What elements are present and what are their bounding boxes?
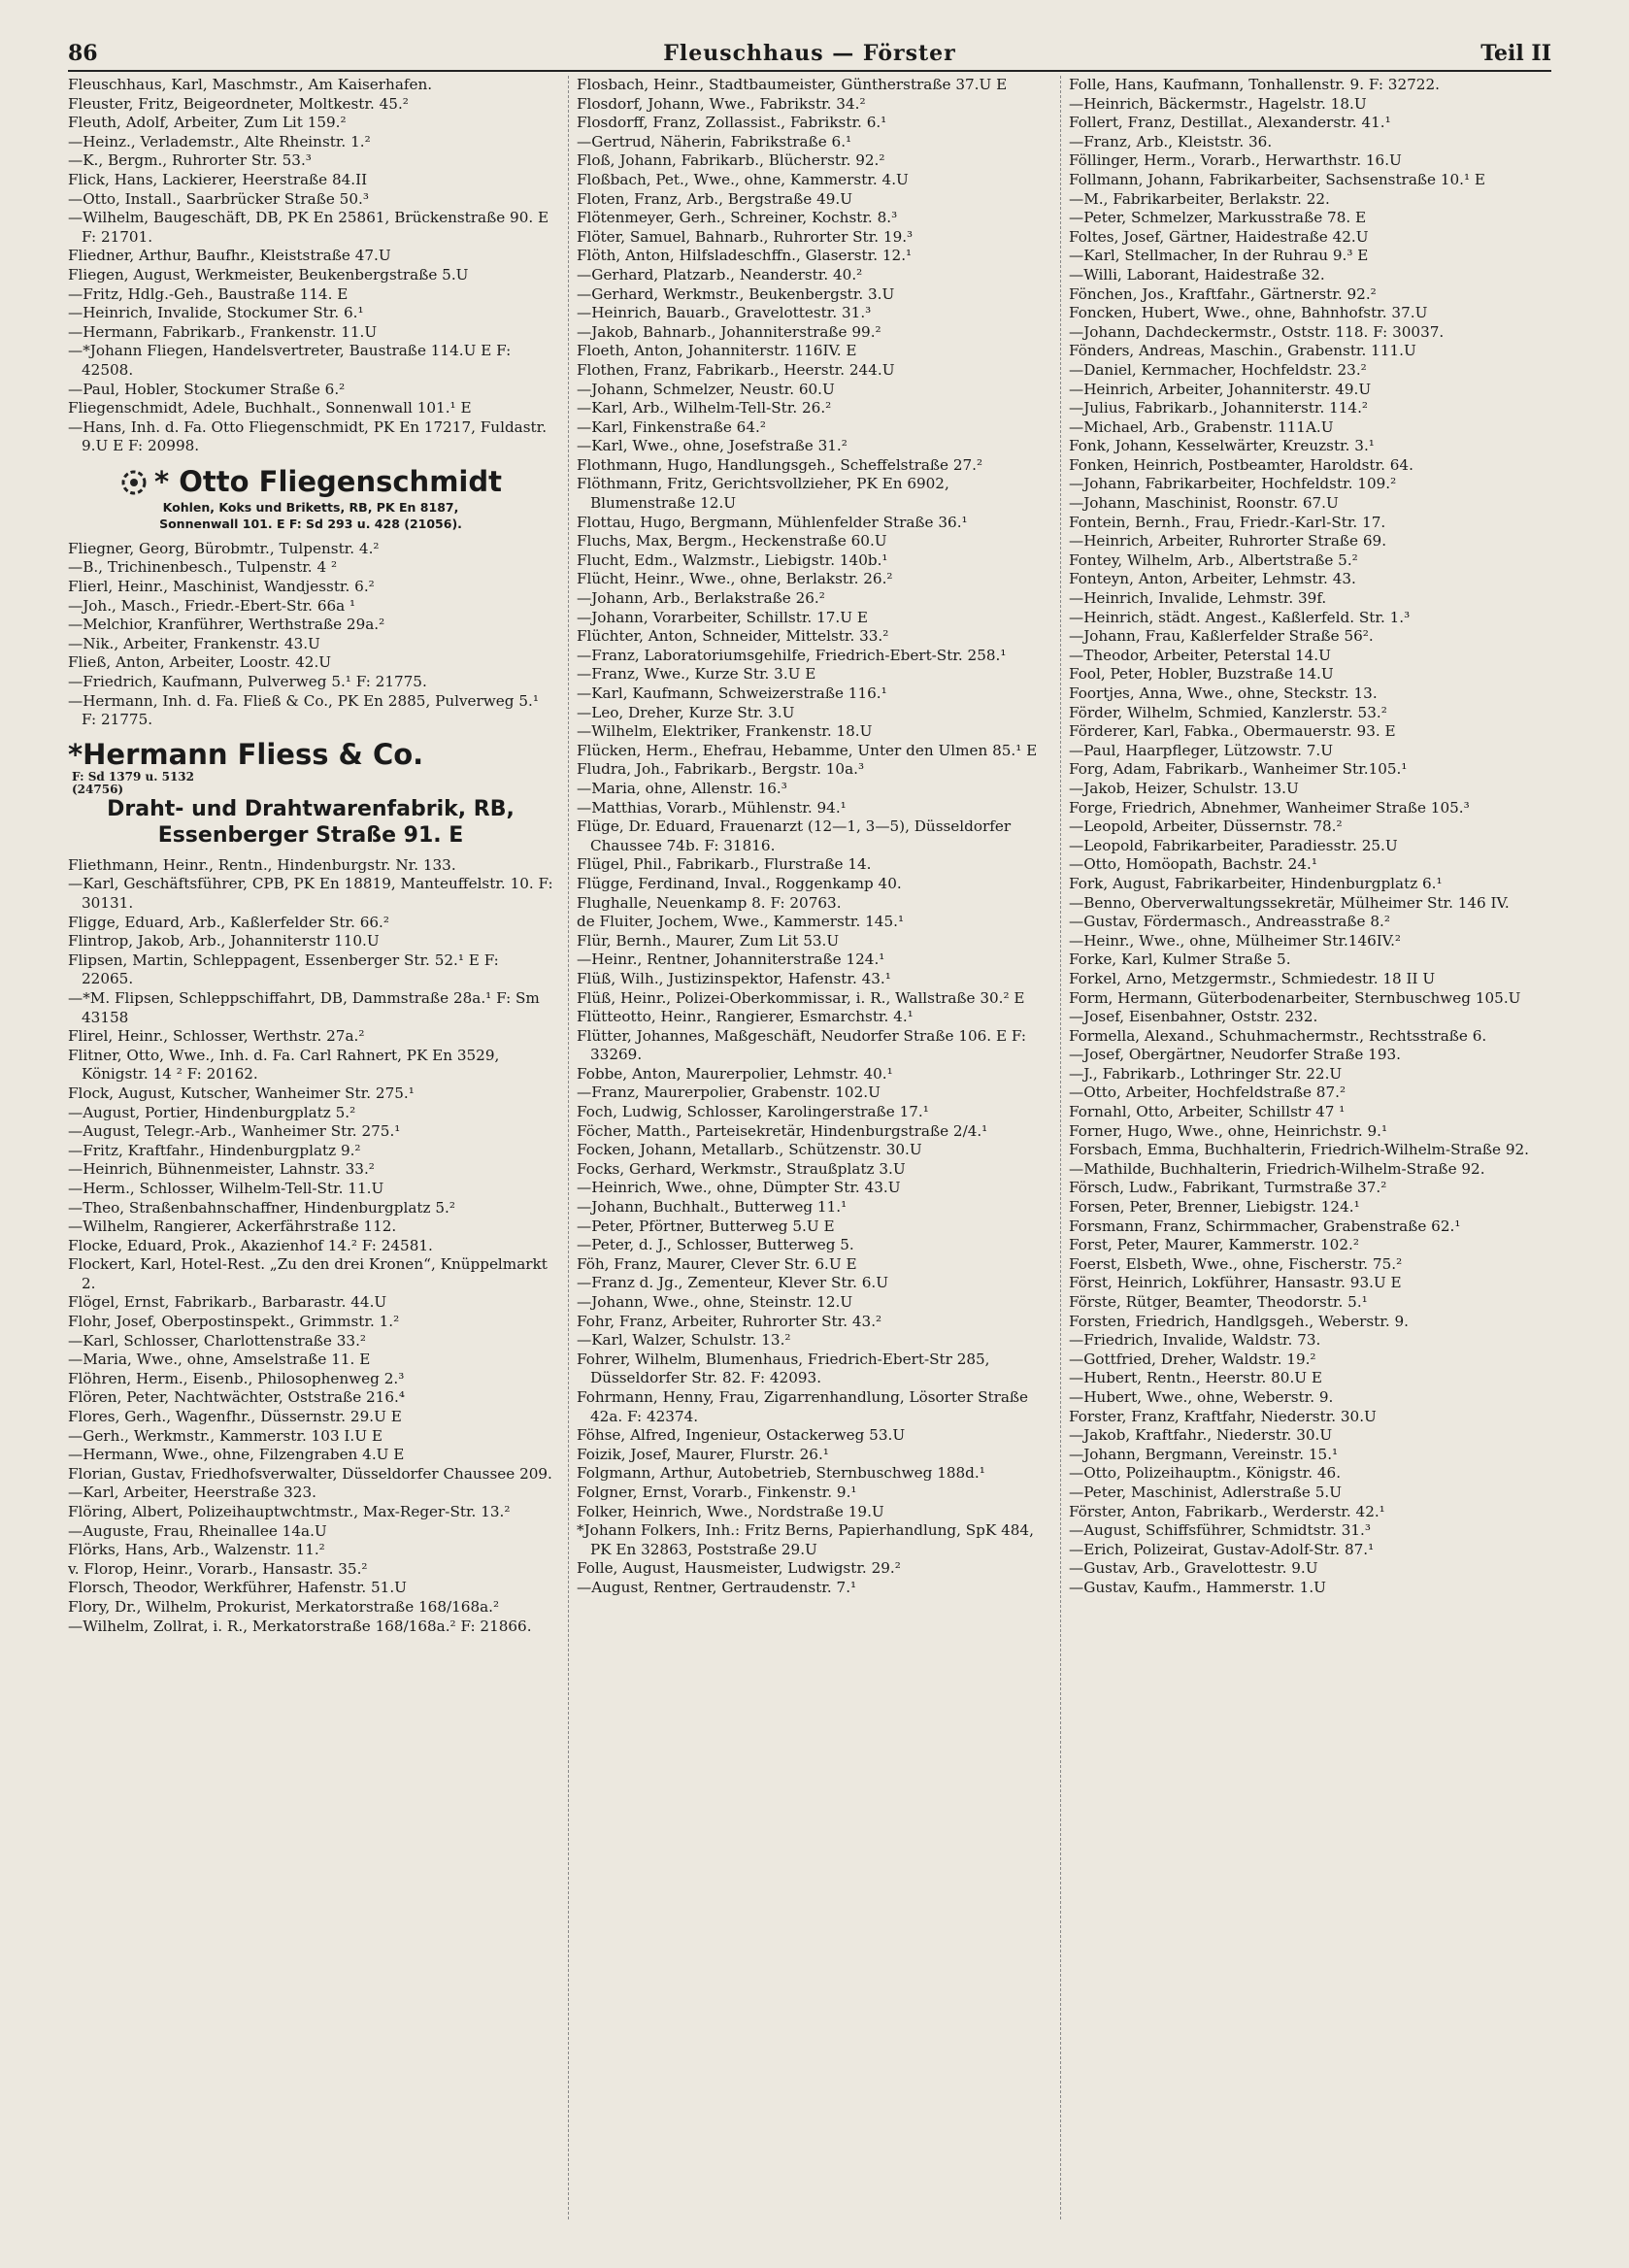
ad-line-1: Draht- und Drahtwarenfabrik, RB, <box>107 796 515 821</box>
directory-entry: Förderer, Karl, Fabka., Obermauerstr. 93. E <box>1069 722 1396 741</box>
directory-entry: v. Florop, Heinr., Vorarb., Hansastr. 35.² <box>68 1559 368 1578</box>
directory-entry: Foncken, Hubert, Wwe., ohne, Bahnhofstr. 37.U <box>1069 304 1428 322</box>
ad-phone-2: (24756) <box>72 782 124 796</box>
directory-entry: Forsten, Friedrich, Handlgsgeh., Weberstr. 9. <box>1069 1312 1409 1330</box>
directory-entry: —Otto, Polizeihauptm., Königstr. 46. <box>1069 1464 1342 1483</box>
directory-entry: Floeth, Anton, Johanniterstr. 116IV. E <box>577 342 857 360</box>
ad-line-2: Sonnenwall 101. E F: Sd 293 u. 428 (21056). <box>159 516 462 531</box>
directory-entry: —Heinrich, Invalide, Stockumer Str. 6.¹ <box>68 304 364 322</box>
directory-entry: Flock, August, Kutscher, Wanheimer Str. 275.¹ <box>68 1084 415 1102</box>
page-number: 86 <box>68 41 98 66</box>
directory-entry: Folker, Heinrich, Wwe., Nordstraße 19.U <box>577 1502 884 1520</box>
directory-entry: Flockert, Karl, Hotel-Rest. „Zu den drei Kronen“, Knüppelmarkt 2. <box>68 1255 548 1292</box>
directory-entry: Follert, Franz, Destillat., Alexanderstr. 41.¹ <box>1069 114 1391 132</box>
directory-entry: —Karl, Wwe., ohne, Josefstraße 31.² <box>577 437 848 455</box>
directory-entry: —Franz d. Jg., Zementeur, Klever Str. 6.U <box>577 1274 889 1292</box>
directory-entry: —Leopold, Arbeiter, Düssernstr. 78.² <box>1069 817 1343 836</box>
directory-entry: Forg, Adam, Fabrikarb., Wanheimer Str.105.¹ <box>1069 760 1408 779</box>
directory-entry: —Karl, Finkenstraße 64.² <box>577 417 766 436</box>
directory-entry: —Gottfried, Dreher, Waldstr. 19.² <box>1069 1350 1316 1368</box>
directory-entry: —Josef, Obergärtner, Neudorfer Straße 193. <box>1069 1046 1401 1064</box>
directory-entry: Folgner, Ernst, Vorarb., Finkenstr. 9.¹ <box>577 1483 857 1501</box>
directory-entry: —Franz, Laboratoriumsgehilfe, Friedrich-Ebert-Str. 258.¹ <box>577 646 1007 664</box>
directory-entry: —Johann, Dachdeckermstr., Oststr. 118. F: 30037. <box>1069 322 1445 341</box>
directory-entry: —Friedrich, Invalide, Waldstr. 73. <box>1069 1331 1321 1350</box>
directory-entry: —Theo, Straßenbahnschaffner, Hindenburgplatz 5.² <box>68 1198 455 1217</box>
directory-entry: Focken, Johann, Metallarb., Schützenstr. 30.U <box>577 1141 922 1159</box>
directory-entry: —Heinrich, Arbeiter, Ruhrorter Straße 69. <box>1069 532 1387 550</box>
directory-entry: Flüchter, Anton, Schneider, Mittelstr. 33.² <box>577 627 889 646</box>
directory-entry: —Gerhard, Werkmstr., Beukenbergstr. 3.U <box>577 284 895 303</box>
directory-entry: —Karl, Geschäftsführer, CPB, PK En 18819, Manteuffelstr. 10. F: 30131. <box>68 875 553 912</box>
directory-entry: Foerst, Elsbeth, Wwe., ohne, Fischerstr. 75.² <box>1069 1254 1403 1273</box>
directory-entry: Flores, Gerh., Wagenfhr., Düssernstr. 29.U E <box>68 1408 402 1426</box>
directory-entry: —Hubert, Rentn., Heerstr. 80.U E <box>1069 1369 1323 1387</box>
directory-entry: —Matthias, Vorarb., Mühlenstr. 94.¹ <box>577 798 847 817</box>
directory-entry: —Wilhelm, Rangierer, Ackerfährstraße 112. <box>68 1217 397 1236</box>
directory-entry: Form, Hermann, Güterbodenarbeiter, Sternbuschweg 105.U <box>1069 988 1521 1007</box>
directory-entry: —Peter, Pförtner, Butterweg 5.U E <box>577 1217 835 1235</box>
directory-entry: Flöth, Anton, Hilfsladeschffn., Glaserstr. 12.¹ <box>577 247 913 265</box>
directory-entry: Flücken, Herm., Ehefrau, Hebamme, Unter den Ulmen 85.¹ E <box>577 741 1038 759</box>
directory-entry: Försch, Ludw., Fabrikant, Turmstraße 37.² <box>1069 1179 1387 1197</box>
directory-entry: Flücht, Heinr., Wwe., ohne, Berlakstr. 26.² <box>577 570 893 588</box>
directory-entry: Fonteyn, Anton, Arbeiter, Lehmstr. 43. <box>1069 570 1356 588</box>
directory-entry: —J., Fabrikarb., Lothringer Str. 22.U <box>1069 1064 1343 1083</box>
directory-entry: —Peter, d. J., Schlosser, Butterweg 5. <box>577 1236 854 1254</box>
part-label: Teil II <box>1480 41 1551 66</box>
directory-entry: —Jakob, Heizer, Schulstr. 13.U <box>1069 779 1299 797</box>
directory-entry: —Gertrud, Näherin, Fabrikstraße 6.¹ <box>577 132 852 150</box>
directory-entry: Flögel, Ernst, Fabrikarb., Barbarastr. 44.U <box>68 1293 387 1312</box>
directory-entry: Fohr, Franz, Arbeiter, Ruhrorter Str. 43.² <box>577 1312 882 1330</box>
directory-entry: —Hermann, Fabrikarb., Frankenstr. 11.U <box>68 322 378 341</box>
directory-entry: Fohrmann, Henny, Frau, Zigarrenhandlung, Lösorter Straße 42a. F: 42374. <box>577 1387 1029 1425</box>
directory-entry: —Hans, Inh. d. Fa. Otto Fliegenschmidt, PK En 17217, Fuldastr. 9.U E F: 20998. <box>68 417 548 455</box>
directory-entry: —Heinrich, Arbeiter, Johanniterstr. 49.U <box>1069 380 1372 398</box>
directory-entry: —Josef, Eisenbahner, Oststr. 232. <box>1069 1008 1318 1026</box>
directory-entry: —Leopold, Fabrikarbeiter, Paradiesstr. 25.U <box>1069 836 1398 854</box>
directory-entry: Fonk, Johann, Kesselwärter, Kreuzstr. 3.¹ <box>1069 437 1375 455</box>
directory-entry: Flügge, Ferdinand, Inval., Roggenkamp 40. <box>577 874 902 892</box>
directory-entry: —Peter, Maschinist, Adlerstraße 5.U <box>1069 1483 1343 1501</box>
directory-entry: —Johann, Fabrikarbeiter, Hochfeldstr. 109.² <box>1069 475 1397 493</box>
directory-entry: —Heinrich, Bauarb., Gravelottestr. 31.³ <box>577 304 872 322</box>
directory-entry: —Jakob, Kraftfahr., Niederstr. 30.U <box>1069 1426 1333 1445</box>
directory-entry: —Maria, ohne, Allenstr. 16.³ <box>577 779 787 797</box>
directory-entry: Fliedner, Arthur, Baufhr., Kleiststraße 47.U <box>68 247 391 265</box>
directory-entry: —Heinrich, Wwe., ohne, Dümpter Str. 43.U <box>577 1179 901 1197</box>
directory-entry: —Franz, Wwe., Kurze Str. 3.U E <box>577 665 816 684</box>
directory-entry: Flipsen, Martin, Schleppagent, Essenberger Str. 52.¹ E F: 22065. <box>68 951 499 988</box>
column-1 <box>68 76 553 2219</box>
directory-entry: —Julius, Fabrikarb., Johanniterstr. 114.² <box>1069 399 1369 417</box>
directory-entry: Forsmann, Franz, Schirmmacher, Grabenstraße 62.¹ <box>1069 1217 1461 1235</box>
directory-entry: Fontein, Bernh., Frau, Friedr.-Karl-Str. 17. <box>1069 513 1386 531</box>
directory-entry: Foizik, Josef, Maurer, Flurstr. 26.¹ <box>577 1445 829 1463</box>
directory-entry: Foortjes, Anna, Wwe., ohne, Steckstr. 13. <box>1069 684 1378 702</box>
directory-entry: Fligge, Eduard, Arb., Kaßlerfelder Str. 66.² <box>68 913 389 931</box>
directory-entry: —Mathilde, Buchhalterin, Friedrich-Wilhelm-Straße 92. <box>1069 1159 1485 1178</box>
directory-entry: —Johann, Wwe., ohne, Steinstr. 12.U <box>577 1293 853 1311</box>
directory-entry: —Michael, Arb., Grabenstr. 111A.U <box>1069 417 1334 436</box>
directory-entry: Flothmann, Hugo, Handlungsgeh., Scheffelstraße 27.² <box>577 455 983 474</box>
directory-entry: —Melchior, Kranführer, Werthstraße 29a.² <box>68 616 385 634</box>
directory-entry: Folgmann, Arthur, Autobetrieb, Sternbuschweg 188d.¹ <box>577 1464 985 1483</box>
directory-entry: —*M. Flipsen, Schleppschiffahrt, DB, Dammstraße 28a.¹ F: Sm 43158 <box>68 988 540 1026</box>
directory-entry: —Wilhelm, Baugeschäft, DB, PK En 25861, Brückenstraße 90. E F: 21701. <box>68 209 549 246</box>
directory-entry: Flöthmann, Fritz, Gerichtsvollzieher, PK En 6902, Blumenstraße 12.U <box>577 475 949 513</box>
directory-entry: —Gustav, Kaufm., Hammerstr. 1.U <box>1069 1578 1326 1596</box>
directory-entry: —Wilhelm, Elektriker, Frankenstr. 18.U <box>577 722 873 741</box>
directory-entry: —August, Portier, Hindenburgplatz 5.² <box>68 1103 356 1121</box>
directory-entry: —Otto, Homöopath, Bachstr. 24.¹ <box>1069 855 1317 874</box>
directory-entry: Fonken, Heinrich, Postbeamter, Haroldstr. 64. <box>1069 455 1413 474</box>
directory-entry: —Johann, Schmelzer, Neustr. 60.U <box>577 380 835 398</box>
directory-entry: Flitner, Otto, Wwe., Inh. d. Fa. Carl Rahnert, PK En 3529, Königstr. 14 ² F: 20162. <box>68 1046 500 1084</box>
directory-entry: —Erich, Polizeirat, Gustav-Adolf-Str. 87.¹ <box>1069 1540 1375 1558</box>
directory-entry: —August, Telegr.-Arb., Wanheimer Str. 275.¹ <box>68 1122 401 1141</box>
directory-entry: Forster, Franz, Kraftfahr, Niederstr. 30.U <box>1069 1407 1377 1425</box>
directory-entry: Fludra, Joh., Fabrikarb., Bergstr. 10a.³ <box>577 760 865 779</box>
directory-entry: Flick, Hans, Lackierer, Heerstraße 84.II <box>68 170 368 188</box>
directory-entry: —Hubert, Wwe., ohne, Weberstr. 9. <box>1069 1387 1334 1406</box>
directory-entry: —Johann, Frau, Kaßlerfelder Straße 56². <box>1069 627 1374 646</box>
directory-entry: Forsbach, Emma, Buchhalterin, Friedrich-Wilhelm-Straße 92. <box>1069 1141 1530 1159</box>
directory-entry: —*Johann Fliegen, Handelsvertreter, Baustraße 114.U E F: 42508. <box>68 342 512 379</box>
directory-entry: Foltes, Josef, Gärtner, Haidestraße 42.U <box>1069 227 1369 246</box>
directory-entry: Flütteotto, Heinr., Rangierer, Esmarchstr. 4.¹ <box>577 1008 914 1026</box>
directory-entry: —Karl, Kaufmann, Schweizerstraße 116.¹ <box>577 684 887 702</box>
directory-entry: Fleuth, Adolf, Arbeiter, Zum Lit 159.² <box>68 114 347 132</box>
directory-entry: —Heinr., Wwe., ohne, Mülheimer Str.146IV.² <box>1069 931 1401 950</box>
directory-entry: Flüß, Wilh., Justizinspektor, Hafenstr. 43.¹ <box>577 969 891 987</box>
directory-entry: —Karl, Arbeiter, Heerstraße 323. <box>68 1484 316 1502</box>
coal-logo-icon <box>119 468 149 497</box>
directory-entry: —Willi, Laborant, Haidestraße 32. <box>1069 265 1325 284</box>
directory-entry: —Theodor, Arbeiter, Peterstal 14.U <box>1069 646 1331 664</box>
directory-entry: Föh, Franz, Maurer, Clever Str. 6.U E <box>577 1254 857 1273</box>
directory-entry: —Heinrich, städt. Angest., Kaßlerfeld. Str. 1.³ <box>1069 608 1411 626</box>
directory-entry: —Karl, Arb., Wilhelm-Tell-Str. 26.² <box>577 399 832 417</box>
directory-entry: —August, Schiffsführer, Schmidtstr. 31.³ <box>1069 1521 1371 1540</box>
ad-company-name: * Otto Fliegenschmidt <box>154 464 502 498</box>
directory-entry: Flughalle, Neuenkamp 8. F: 20763. <box>577 893 842 912</box>
directory-entry: Flirel, Heinr., Schlosser, Werthstr. 27a.² <box>68 1027 365 1046</box>
directory-entry: —Heinz., Verlademstr., Alte Rheinstr. 1.² <box>68 132 371 150</box>
directory-entry: —Friedrich, Kaufmann, Pulverweg 5.¹ F: 21775. <box>68 673 427 691</box>
directory-entry: Floß, Johann, Fabrikarb., Blücherstr. 92.² <box>577 151 885 170</box>
directory-entry: Förster, Anton, Fabrikarb., Werderstr. 42.¹ <box>1069 1502 1385 1520</box>
directory-entry: Fool, Peter, Hobler, Buzstraße 14.U <box>1069 665 1334 684</box>
directory-entry: Fließ, Anton, Arbeiter, Loostr. 42.U <box>68 653 332 672</box>
column-2 <box>568 76 1057 2219</box>
directory-entry: —Heinrich, Invalide, Lehmstr. 39f. <box>1069 589 1327 608</box>
directory-entry: —Hermann, Inh. d. Fa. Fließ & Co., PK En 2885, Pulverweg 5.¹ F: 21775. <box>68 691 539 729</box>
directory-entry: —Auguste, Frau, Rheinallee 14a.U <box>68 1521 327 1540</box>
directory-entry: Flötenmeyer, Gerh., Schreiner, Kochstr. 8.³ <box>577 209 898 227</box>
ad-line-2: Essenberger Straße 91. E <box>157 822 464 848</box>
directory-entry: Flothen, Franz, Fabrikarb., Heerstr. 244.U <box>577 360 895 379</box>
directory-entry: Formella, Alexand., Schuhmachermstr., Rechtsstraße 6. <box>1069 1026 1487 1045</box>
directory-entry: de Fluiter, Jochem, Wwe., Kammerstr. 145.¹ <box>577 913 905 931</box>
directory-entry: Flörks, Hans, Arb., Walzenstr. 11.² <box>68 1541 325 1559</box>
directory-entry: —Nik., Arbeiter, Frankenstr. 43.U <box>68 634 320 652</box>
directory-entry: Flintrop, Jakob, Arb., Johanniterstr 110.U <box>68 932 380 951</box>
directory-entry: —Paul, Haarpfleger, Lützowstr. 7.U <box>1069 741 1334 759</box>
directory-entry: —Johann, Maschinist, Roonstr. 67.U <box>1069 494 1339 513</box>
directory-entry: Flory, Dr., Wilhelm, Prokurist, Merkatorstraße 168/168a.² <box>68 1597 500 1616</box>
directory-entry: —Johann, Arb., Berlakstraße 26.² <box>577 589 825 608</box>
directory-entry: Flocke, Eduard, Prok., Akazienhof 14.² F: 24581. <box>68 1236 433 1254</box>
directory-entry: Fönders, Andreas, Maschin., Grabenstr. 111.U <box>1069 342 1416 360</box>
directory-entry: Fork, August, Fabrikarbeiter, Hindenburgplatz 6.¹ <box>1069 874 1443 892</box>
directory-entry: —Fritz, Hdlg.-Geh., Baustraße 114. E <box>68 284 349 303</box>
directory-entry: Flierl, Heinr., Maschinist, Wandjesstr. 6.² <box>68 578 375 596</box>
directory-entry: Flütter, Johannes, Maßgeschäft, Neudorfer Straße 106. E F: 33269. <box>577 1026 1026 1064</box>
directory-entry: *Johann Folkers, Inh.: Fritz Berns, Papierhandlung, SpK 484, PK En 32863, Poststraße 29.U <box>577 1521 1034 1558</box>
directory-entry: Focks, Gerhard, Werkmstr., Straußplatz 3.U <box>577 1159 906 1178</box>
directory-entry: —Maria, Wwe., ohne, Amselstraße 11. E <box>68 1351 371 1369</box>
directory-entry: Föcher, Matth., Parteisekretär, Hindenburgstraße 2/4.¹ <box>577 1121 988 1140</box>
directory-entry: Floßbach, Pet., Wwe., ohne, Kammerstr. 4.U <box>577 170 909 188</box>
directory-entry: Fornahl, Otto, Arbeiter, Schillstr 47 ¹ <box>1069 1103 1346 1121</box>
directory-entry: —Peter, Schmelzer, Markusstraße 78. E <box>1069 209 1367 227</box>
directory-entry: —Herm., Schlosser, Wilhelm-Tell-Str. 11.U <box>68 1179 384 1197</box>
directory-entry: Flohr, Josef, Oberpostinspekt., Grimmstr. 1.² <box>68 1313 400 1331</box>
directory-entry: —Joh., Masch., Friedr.-Ebert-Str. 66a ¹ <box>68 596 356 615</box>
directory-entry: —Gerhard, Platzarb., Neanderstr. 40.² <box>577 265 863 284</box>
directory-entry: Flüge, Dr. Eduard, Frauenarzt (12—1, 3—5), Düsseldorfer Chaussee 74b. F: 31816. <box>577 817 1012 854</box>
directory-entry: Foch, Ludwig, Schlosser, Karolingerstraße 17.¹ <box>577 1103 929 1121</box>
directory-entry: —Heinrich, Bäckermstr., Hagelstr. 18.U <box>1069 94 1367 113</box>
directory-entry: Folle, Hans, Kaufmann, Tonhallenstr. 9. F: 32722. <box>1069 76 1440 93</box>
directory-entry: —Gerh., Werkmstr., Kammerstr. 103 I.U E <box>68 1426 382 1445</box>
directory-entry: —Hermann, Wwe., ohne, Filzengraben 4.U E <box>68 1446 405 1464</box>
directory-entry: Fluchs, Max, Bergm., Heckenstraße 60.U <box>577 532 887 550</box>
directory-entry: Flosdorff, Franz, Zollassist., Fabrikstr. 6.¹ <box>577 114 887 132</box>
directory-entry: Fohrer, Wilhelm, Blumenhaus, Friedrich-Ebert-Str 285, Düsseldorfer Str. 82. F: 42093. <box>577 1350 990 1387</box>
directory-entry: Florian, Gustav, Friedhofsverwalter, Düsseldorfer Chaussee 209. <box>68 1464 552 1483</box>
directory-entry: —August, Rentner, Gertraudenstr. 7.¹ <box>577 1578 857 1596</box>
directory-entry: Flosbach, Heinr., Stadtbaumeister, Güntherstraße 37.U E <box>577 76 1008 93</box>
directory-entry: Fliethmann, Heinr., Rentn., Hindenburgstr. Nr. 133. <box>68 855 456 874</box>
directory-entry: —Paul, Hobler, Stockumer Straße 6.² <box>68 380 346 398</box>
column-3 <box>1060 76 1562 2219</box>
directory-entry: Floten, Franz, Arb., Bergstraße 49.U <box>577 189 853 208</box>
directory-entry: —Benno, Oberverwaltungssekretär, Mülheimer Str. 146 IV. <box>1069 893 1510 912</box>
directory-entry: Fliegenschmidt, Adele, Buchhalt., Sonnenwall 101.¹ E <box>68 399 472 417</box>
ad-phone-1: F: Sd 1379 u. 5132 <box>72 769 194 784</box>
directory-entry: —Johann, Bergmann, Vereinstr. 15.¹ <box>1069 1445 1339 1463</box>
page-title: Fleuschhaus — Förster <box>663 41 956 66</box>
directory-entry: —Karl, Walzer, Schulstr. 13.² <box>577 1331 791 1350</box>
directory-entry: Follmann, Johann, Fabrikarbeiter, Sachsenstraße 10.¹ E <box>1069 170 1485 188</box>
directory-entry: —M., Fabrikarbeiter, Berlakstr. 22. <box>1069 189 1330 208</box>
directory-entry: Flucht, Edm., Walzmstr., Liebigstr. 140b.¹ <box>577 550 888 569</box>
directory-entry: Fleuster, Fritz, Beigeordneter, Moltkestr. 45.² <box>68 94 409 113</box>
directory-entry: —Jakob, Bahnarb., Johanniterstraße 99.² <box>577 322 881 341</box>
directory-entry: —Johann, Vorarbeiter, Schillstr. 17.U E <box>577 608 868 626</box>
directory-entry: Folle, August, Hausmeister, Ludwigstr. 29.² <box>577 1559 901 1578</box>
directory-entry: Fleuschhaus, Karl, Maschmstr., Am Kaiserhafen. <box>68 76 433 93</box>
directory-entry: Fobbe, Anton, Maurerpolier, Lehmstr. 40.¹ <box>577 1064 893 1083</box>
directory-entry: —Otto, Install., Saarbrücker Straße 50.³ <box>68 189 369 208</box>
directory-entry: Fontey, Wilhelm, Arb., Albertstraße 5.² <box>1069 550 1358 569</box>
directory-entry: —Franz, Maurerpolier, Grabenstr. 102.U <box>577 1084 881 1102</box>
advertisement-fliess <box>68 738 553 849</box>
directory-entry: —Otto, Arbeiter, Hochfeldstraße 87.² <box>1069 1084 1346 1102</box>
directory-entry: Förder, Wilhelm, Schmied, Kanzlerstr. 53.² <box>1069 703 1387 721</box>
directory-entry: Forner, Hugo, Wwe., ohne, Heinrichstr. 9.¹ <box>1069 1121 1388 1140</box>
ad-line-1: Kohlen, Koks und Briketts, RB, PK En 8187, <box>162 499 459 515</box>
directory-entry: Flöhren, Herm., Eisenb., Philosophenweg 2.³ <box>68 1369 405 1387</box>
directory-entry: —Franz, Arb., Kleiststr. 36. <box>1069 132 1273 150</box>
directory-entry: —Wilhelm, Zollrat, i. R., Merkatorstraße 168/168a.² F: 21866. <box>68 1617 532 1635</box>
directory-entry: —Gustav, Fördermasch., Andreasstraße 8.² <box>1069 913 1390 931</box>
directory-entry: Florsch, Theodor, Werkführer, Hafenstr. 51.U <box>68 1579 407 1597</box>
directory-entry: —B., Trichinenbesch., Tulpenstr. 4 ² <box>68 558 338 577</box>
directory-entry: Föllinger, Herm., Vorarb., Herwarthstr. 16.U <box>1069 151 1402 170</box>
directory-entry: —Karl, Schlosser, Charlottenstraße 33.² <box>68 1331 366 1350</box>
directory-entry: Fliegen, August, Werkmeister, Beukenbergstraße 5.U <box>68 265 469 284</box>
directory-entry: —Gustav, Arb., Gravelottestr. 9.U <box>1069 1559 1318 1578</box>
directory-entry: Forkel, Arno, Metzgermstr., Schmiedestr. 18 II U <box>1069 969 1436 987</box>
directory-entry: Förste, Rütger, Beamter, Theodorstr. 5.¹ <box>1069 1293 1368 1311</box>
directory-entry: Föhse, Alfred, Ingenieur, Ostackerweg 53.U <box>577 1426 906 1445</box>
directory-entry: —Heinr., Rentner, Johanniterstraße 124.¹ <box>577 951 885 969</box>
directory-entry: Flür, Bernh., Maurer, Zum Lit 53.U <box>577 931 840 950</box>
directory-entry: Flosdorf, Johann, Wwe., Fabrikstr. 34.² <box>577 94 866 113</box>
advertisement-fliegenschmidt <box>68 464 553 532</box>
directory-entry: Forst, Peter, Maurer, Kammerstr. 102.² <box>1069 1236 1359 1254</box>
directory-entry: Fönchen, Jos., Kraftfahr., Gärtnerstr. 92.² <box>1069 284 1377 303</box>
directory-entry: Forke, Karl, Kulmer Straße 5. <box>1069 951 1291 969</box>
directory-entry: —Daniel, Kernmacher, Hochfeldstr. 23.² <box>1069 360 1367 379</box>
directory-entry: Flügel, Phil., Fabrikarb., Flurstraße 14. <box>577 855 872 874</box>
directory-entry: Flottau, Hugo, Bergmann, Mühlenfelder Straße 36.¹ <box>577 513 968 531</box>
directory-entry: Flöter, Samuel, Bahnarb., Ruhrorter Str. 19.³ <box>577 227 914 246</box>
directory-entry: —Johann, Buchhalt., Butterweg 11.¹ <box>577 1198 848 1217</box>
directory-entry: —Karl, Stellmacher, In der Ruhrau 9.³ E <box>1069 247 1369 265</box>
directory-entry: Först, Heinrich, Lokführer, Hansastr. 93.U E <box>1069 1274 1402 1292</box>
directory-entry: —Heinrich, Bühnenmeister, Lahnstr. 33.² <box>68 1160 375 1179</box>
page-header <box>68 37 1551 72</box>
directory-entry: —K., Bergm., Ruhrorter Str. 53.³ <box>68 151 312 170</box>
directory-entry: Forsen, Peter, Brenner, Liebigstr. 124.¹ <box>1069 1198 1360 1217</box>
directory-entry: —Fritz, Kraftfahr., Hindenburgplatz 9.² <box>68 1141 361 1159</box>
directory-entry: Flöring, Albert, Polizeihauptwchtmstr., Max-Reger-Str. 13.² <box>68 1503 511 1520</box>
directory-entry: Flören, Peter, Nachtwächter, Oststraße 216.⁴ <box>68 1388 405 1407</box>
directory-entry: —Leo, Dreher, Kurze Str. 3.U <box>577 703 795 721</box>
directory-entry: Fliegner, Georg, Bürobmtr., Tulpenstr. 4.² <box>68 539 380 557</box>
ad-company-name: *Hermann Fliess & Co. <box>68 737 424 771</box>
directory-entry: Flüß, Heinr., Polizei-Oberkommissar, i. R., Wallstraße 30.² E <box>577 988 1025 1007</box>
directory-entry: Forge, Friedrich, Abnehmer, Wanheimer Straße 105.³ <box>1069 798 1470 817</box>
